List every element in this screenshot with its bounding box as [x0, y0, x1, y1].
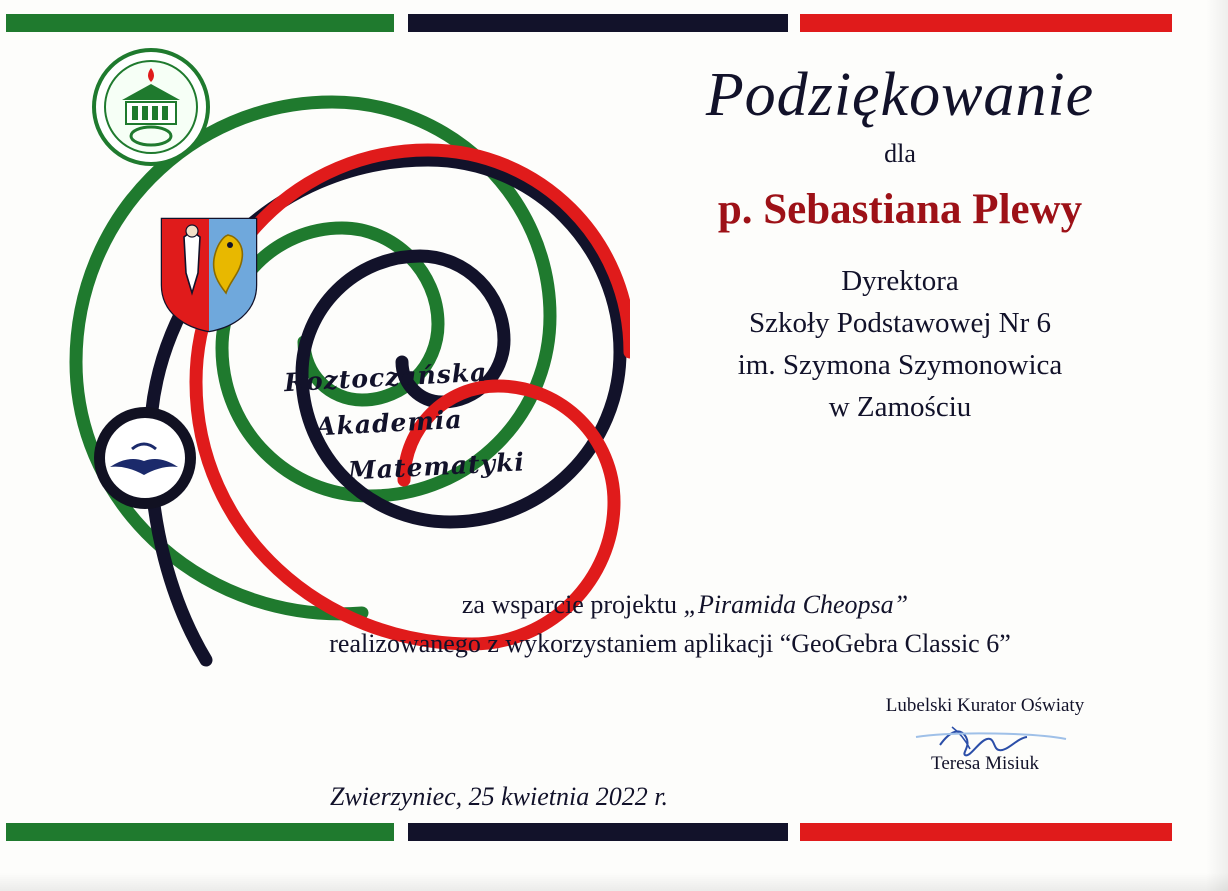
program-name-line-3: Matematyki [347, 447, 526, 486]
signature-block [820, 695, 1150, 775]
program-name [268, 357, 598, 495]
coat-of-arms [158, 215, 260, 333]
main-text-block [600, 60, 1200, 428]
recipient-role [600, 260, 1200, 428]
project-text [150, 585, 1190, 663]
bottom-bar-red [800, 823, 1172, 841]
program-name-line-1: Roztoczańska [283, 357, 488, 398]
bottom-bar-green [6, 823, 394, 841]
role-line-3: im. Szymona Szymonowica [737, 349, 1063, 382]
role-line-1: Dyrektora [841, 265, 959, 297]
role-line-2: Szkoły Podstawowej Nr 6 [748, 307, 1052, 340]
scan-edge-shadow-bottom [0, 873, 1228, 891]
program-name-line-2: Akademia [315, 404, 464, 442]
project-line-1-prefix: za wsparcie projektu [461, 590, 684, 619]
page-title: Podziękowanie [705, 61, 1095, 129]
kuratorium-oswiaty-lublin-logo [92, 405, 198, 511]
scan-edge-shadow-right [1206, 0, 1228, 891]
top-bar-red [800, 14, 1172, 32]
top-bar-black [408, 14, 788, 32]
bottom-bar-black [408, 823, 788, 841]
project-line-1 [180, 585, 1190, 624]
for-label: dla [884, 139, 916, 168]
top-bar-green [6, 14, 394, 32]
role-line-4: w Zamościu [828, 391, 972, 424]
handwritten-signature [820, 715, 1150, 757]
signature-name: Teresa Misiuk [931, 753, 1039, 774]
signature-title: Lubelski Kurator Oświaty [885, 695, 1085, 716]
recipient-name: p. Sebastiana Plewy [717, 186, 1083, 233]
technikum-zamoyskiego-logo [92, 48, 210, 166]
project-name: „Piramida Cheopsa” [683, 590, 909, 619]
place-and-date: Zwierzyniec, 25 kwietnia 2022 r. [330, 782, 668, 811]
project-line-2: realizowanego z wykorzystaniem aplikacji “GeoGebra Classic 6” [329, 629, 1011, 658]
